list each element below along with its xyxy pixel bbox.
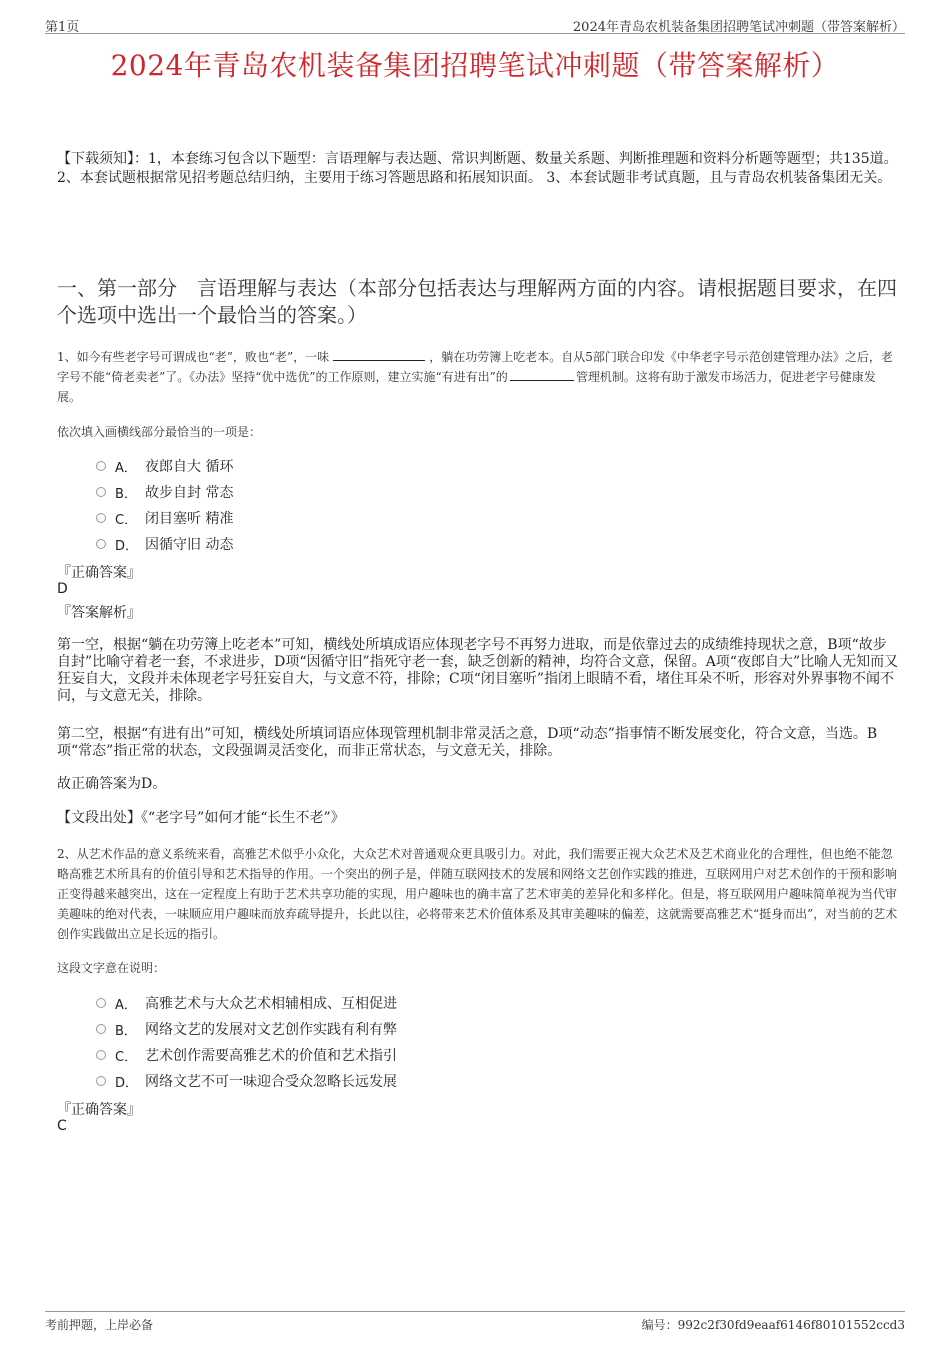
footer-document-id: 编号：992c2f30fd9eaaf6146f80101552ccd3: [641, 1318, 905, 1332]
question-1-text: [57, 347, 899, 407]
footer-slogan: 考前押题，上岸必备: [45, 1318, 154, 1332]
radio-icon[interactable]: [96, 539, 106, 549]
page-header: [45, 14, 905, 34]
radio-icon[interactable]: [96, 487, 106, 497]
correct-answer: C: [57, 1118, 67, 1134]
source-citation: 【文段出处】《“老字号”如何才能“长生不老”》: [57, 810, 345, 826]
document-title: 2024年青岛农机装备集团招聘笔试冲刺题（带答案解析）: [110, 49, 840, 82]
radio-icon[interactable]: [96, 1024, 106, 1034]
question-2-prompt: 这段文字意在说明：: [57, 961, 166, 975]
question-1-options: [96, 453, 233, 557]
answer-label: 『正确答案』: [57, 565, 141, 581]
question-1-part-a: 1、如今有些老字号可谓成也“老”，败也“老”，一味: [57, 350, 330, 364]
answer-label: 『正确答案』: [57, 1102, 141, 1118]
option-c[interactable]: C． 闭目塞听 精准: [96, 505, 233, 531]
page-footer: [45, 1311, 905, 1333]
fill-blank-2: [510, 368, 574, 381]
question-2-text: 2、从艺术作品的意义系统来看，高雅艺术似乎小众化，大众艺术对普通观众更具吸引力。对此，我们需要正视大众艺术及艺术商业化的合理性，但也绝不能忽略高雅艺术所具有的价值引导和艺术指导的作用。一个突出的例子是，伴随互联网技术的发展和网络文艺创作实践的推进，互联网用户对艺术创作的干预和影响正变得越来越突出，这在一定程度上有助于艺术共享功能的实现，用户趣味也的确丰富了艺术审美的差异化和多样化。但是，将互联网用户趣味简单视为当代审美趣味的绝对代表，一味顺应用户趣味而放弃疏导提升，长此以往，必将带来艺术价值体系及其审美趣味的偏差，这就需要高雅艺术“挺身而出”，对当前的艺术创作实践做出立足长远的指引。: [57, 847, 898, 941]
radio-icon[interactable]: [96, 998, 106, 1008]
analysis-label: 『答案解析』: [57, 605, 141, 621]
question-2-options: [96, 990, 397, 1094]
option-a[interactable]: A． 高雅艺术与大众艺术相辅相成、互相促进: [96, 990, 397, 1016]
option-c[interactable]: C． 艺术创作需要高雅艺术的价值和艺术指引: [96, 1042, 397, 1068]
page-number: 第1页: [45, 20, 80, 35]
option-a[interactable]: A． 夜郎自大 循环: [96, 453, 233, 479]
radio-icon[interactable]: [96, 1050, 106, 1060]
download-notice: 【下载须知】：1，本套练习包含以下题型：言语理解与表达题、常识判断题、数量关系题、判断推理题和资料分析题等题型；共135道。 2、本套试题根据常见招考题总结归纳，主要用于练习答题思路和拓展知识面。 3、本套试题非考试真题，且与青岛农机装备集团无关。: [57, 151, 898, 186]
analysis-paragraph-1: 第一空，根据“躺在功劳簿上吃老本”可知，横线处所填成语应体现老字号不再努力进取，而是依靠过去的成绩维持现状之意，B项“故步自封”比喻守着老一套，不求进步，D项“因循守旧”指死守老一套，缺乏创新的精神，均符合文意，保留。A项“夜郎自大”比喻人无知而又狂妄自大，文段并未体现老字号狂妄自大，与文意不符，排除；C项“闭目塞听”指闭上眼睛不看，堵住耳朵不听，形容对外界事物不闻不问，与文意无关，排除。: [57, 637, 899, 704]
option-b[interactable]: B． 故步自封 常态: [96, 479, 233, 505]
question-1-prompt: 依次填入画横线部分最恰当的一项是：: [57, 425, 262, 439]
radio-icon[interactable]: [96, 513, 106, 523]
correct-answer: D: [57, 581, 68, 597]
radio-icon[interactable]: [96, 1076, 106, 1086]
option-d[interactable]: D． 网络文艺不可一味迎合受众忽略长远发展: [96, 1068, 397, 1094]
option-b[interactable]: B． 网络文艺的发展对文艺创作实践有利有弊: [96, 1016, 397, 1042]
radio-icon[interactable]: [96, 461, 106, 471]
header-doc-title: 2024年青岛农机装备集团招聘笔试冲刺题（带答案解析）: [572, 20, 905, 35]
section-heading: 一、第一部分 言语理解与表达（本部分包括表达与理解两方面的内容。请根据题目要求，在四个选项中选出一个最恰当的答案。）: [57, 276, 897, 327]
analysis-paragraph-2: 第二空，根据“有进有出”可知，横线处所填词语应体现管理机制非常灵活之意，D项“动态”指事情不断发展变化，符合文意，当选。B项“常态”指正常的状态，文段强调灵活变化，而非正常状态，与文意无关，排除。: [57, 726, 878, 759]
question-1-part-c: 管理机制。这将有助于激发市场活力，促进老字号健康发展。: [57, 370, 876, 404]
analysis-conclusion: 故正确答案为D。: [57, 776, 167, 792]
option-d[interactable]: D． 因循守旧 动态: [96, 531, 233, 557]
fill-blank-1: [333, 348, 425, 361]
question-1-part-b: ，躺在功劳簿上吃老本。自从5部门联合印发《中华老字号示范创建管理办法》之后，老字号不能“倚老卖老”了。《办法》坚持“优中选优”的工作原则，建立实施“有进有出”的: [57, 350, 893, 384]
